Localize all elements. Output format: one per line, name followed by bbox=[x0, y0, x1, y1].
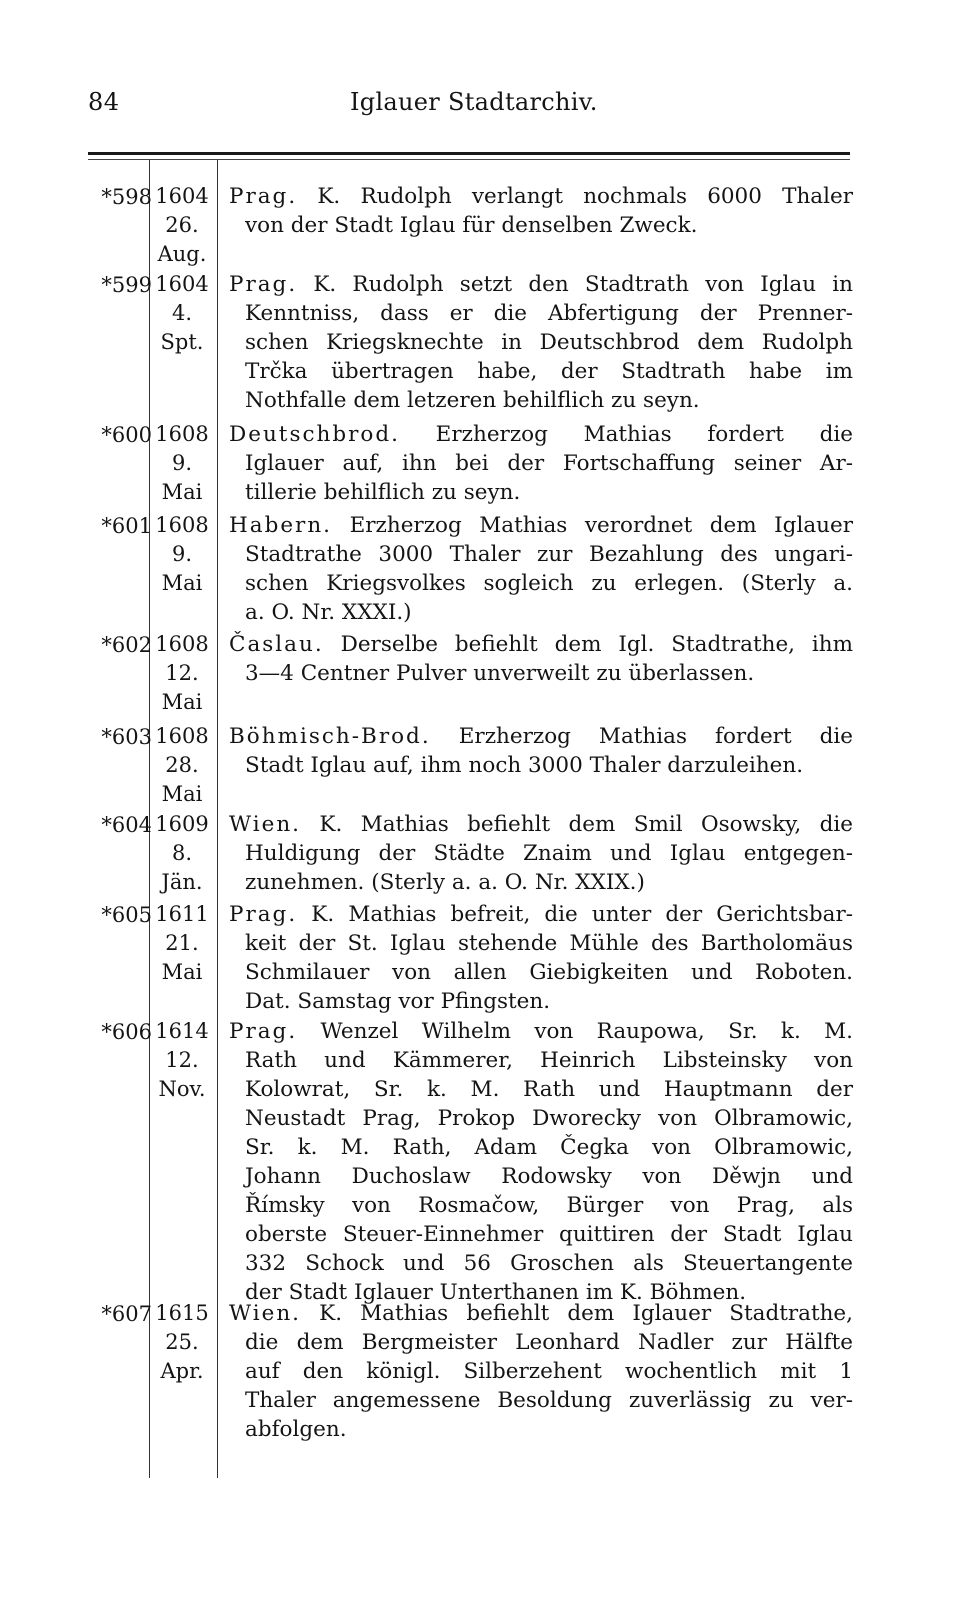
line-text: tillerie behilflich zu seyn. bbox=[245, 480, 521, 505]
text-line bbox=[229, 449, 853, 478]
date-part: Mai bbox=[161, 480, 203, 504]
text-line bbox=[229, 987, 853, 1016]
date-part: 25. bbox=[165, 1330, 199, 1354]
entry-number: *606 bbox=[101, 1020, 152, 1044]
entry-text bbox=[229, 1017, 853, 1307]
line-text: der Stadt Iglauer Unterthanen im K. Böhmen. bbox=[245, 1280, 747, 1305]
entry-number: *598 bbox=[101, 185, 152, 209]
text-line bbox=[229, 511, 853, 540]
date-part: Mai bbox=[161, 782, 203, 806]
entry-number: *603 bbox=[101, 725, 152, 749]
line-text: von der Stadt Iglau für denselben Zweck. bbox=[245, 213, 698, 238]
line-text: schen Kriegsvolkes sogleich zu erlegen. (Sterly a. bbox=[245, 571, 853, 596]
entry-place: Prag. bbox=[229, 1019, 298, 1044]
entry-date bbox=[149, 1017, 215, 1104]
entry-place: Deutschbrod. bbox=[229, 422, 400, 447]
text-line bbox=[229, 598, 853, 627]
date-part: Apr. bbox=[160, 1359, 204, 1383]
entry-date bbox=[149, 630, 215, 717]
line-text: 3—4 Centner Pulver unverweilt zu überlassen. bbox=[245, 661, 755, 686]
date-part: 1604 bbox=[155, 272, 209, 296]
line-text: Derselbe befiehlt dem Igl. Stadtrathe, ihm bbox=[340, 632, 854, 657]
column-divider-date bbox=[217, 160, 218, 1478]
entry-number: *604 bbox=[101, 813, 152, 837]
line-text: Římsky von Rosmačow, Bürger von Prag, als bbox=[245, 1193, 853, 1218]
line-text: Kolowrat, Sr. k. M. Rath und Hauptmann der bbox=[245, 1077, 853, 1102]
text-line bbox=[229, 929, 853, 958]
line-text: auf den königl. Silberzehent wochentlich mit 1 bbox=[245, 1359, 853, 1384]
text-line bbox=[229, 1357, 853, 1386]
entry-text bbox=[229, 511, 853, 627]
text-line bbox=[229, 1133, 853, 1162]
line-text: Stadt Iglau auf, ihm noch 3000 Thaler darzuleihen. bbox=[245, 753, 804, 778]
text-line bbox=[229, 868, 853, 897]
date-part: 1609 bbox=[155, 812, 209, 836]
text-line bbox=[229, 540, 853, 569]
date-part: 1611 bbox=[155, 902, 209, 926]
date-part: Nov. bbox=[158, 1077, 206, 1101]
entry-place: Prag. bbox=[229, 184, 298, 209]
line-text: Iglauer auf, ihn bei der Fortschaffung seiner Ar- bbox=[245, 451, 853, 476]
line-text: 332 Schock und 56 Groschen als Steuertangente bbox=[245, 1251, 853, 1276]
entry-place: Prag. bbox=[229, 272, 298, 297]
entry-place: Böhmisch-Brod. bbox=[229, 724, 431, 749]
text-line bbox=[229, 630, 853, 659]
entry-place: Habern. bbox=[229, 513, 333, 538]
line-text: Dat. Samstag vor Pfingsten. bbox=[245, 989, 551, 1014]
entry-text bbox=[229, 420, 853, 507]
date-part: 28. bbox=[165, 753, 199, 777]
text-line bbox=[229, 1220, 853, 1249]
text-line bbox=[229, 900, 853, 929]
line-text: zunehmen. (Sterly a. a. O. Nr. XXIX.) bbox=[245, 870, 645, 895]
text-line bbox=[229, 1075, 853, 1104]
text-line bbox=[229, 211, 853, 240]
text-line bbox=[229, 1386, 853, 1415]
line-text: a. O. Nr. XXXI.) bbox=[245, 600, 412, 625]
text-line bbox=[229, 659, 853, 688]
date-part: 12. bbox=[165, 661, 199, 685]
line-text: K. Rudolph setzt den Stadtrath von Iglau in bbox=[313, 272, 853, 297]
date-part: Spt. bbox=[160, 330, 204, 354]
entry-date bbox=[149, 420, 215, 507]
line-text: Trčka übertragen habe, der Stadtrath habe im bbox=[245, 359, 853, 384]
text-line bbox=[229, 478, 853, 507]
line-text: K. Rudolph verlangt nochmals 6000 Thaler bbox=[317, 184, 853, 209]
entry-number: *600 bbox=[101, 423, 152, 447]
date-part: Jän. bbox=[161, 870, 203, 894]
entry-date bbox=[149, 722, 215, 809]
text-line bbox=[229, 810, 853, 839]
date-part: 4. bbox=[171, 301, 193, 325]
running-title: Iglauer Stadtarchiv. bbox=[350, 88, 598, 116]
date-part: 26. bbox=[165, 213, 199, 237]
entry-number: *602 bbox=[101, 633, 152, 657]
date-part: 1608 bbox=[155, 724, 209, 748]
line-text: Neustadt Prag, Prokop Dworecky von Olbramowic, bbox=[245, 1106, 853, 1131]
entry-text bbox=[229, 900, 853, 1016]
entry-text bbox=[229, 1299, 853, 1444]
line-text: K. Mathias befiehlt dem Smil Osowsky, die bbox=[319, 812, 853, 837]
date-part: 1608 bbox=[155, 513, 209, 537]
text-line bbox=[229, 328, 853, 357]
date-part: Aug. bbox=[157, 242, 207, 266]
date-part: Mai bbox=[161, 571, 203, 595]
header-rule bbox=[88, 152, 850, 155]
text-line bbox=[229, 299, 853, 328]
header-rule-thin bbox=[88, 159, 850, 160]
text-line bbox=[229, 1249, 853, 1278]
date-part: 1608 bbox=[155, 632, 209, 656]
text-line bbox=[229, 1162, 853, 1191]
line-text: die dem Bergmeister Leonhard Nadler zur Hälfte bbox=[245, 1330, 853, 1355]
text-line bbox=[229, 386, 853, 415]
line-text: Stadtrathe 3000 Thaler zur Bezahlung des ungari- bbox=[245, 542, 853, 567]
date-part: 1615 bbox=[155, 1301, 209, 1325]
text-line bbox=[229, 182, 853, 211]
line-text: abfolgen. bbox=[245, 1417, 347, 1442]
entry-text bbox=[229, 182, 853, 240]
date-part: 12. bbox=[165, 1048, 199, 1072]
text-line bbox=[229, 1017, 853, 1046]
entry-number: *605 bbox=[101, 903, 152, 927]
entry-place: Časlau. bbox=[229, 632, 324, 657]
entry-text bbox=[229, 722, 853, 780]
text-line bbox=[229, 569, 853, 598]
line-text: Erzherzog Mathias fordert die bbox=[458, 724, 853, 749]
date-part: 1604 bbox=[155, 184, 209, 208]
text-line bbox=[229, 420, 853, 449]
text-line bbox=[229, 1299, 853, 1328]
line-text: Rath und Kämmerer, Heinrich Libsteinsky von bbox=[245, 1048, 853, 1073]
date-part: Mai bbox=[161, 690, 203, 714]
entry-date bbox=[149, 182, 215, 269]
line-text: Nothfalle dem letzeren behilflich zu seyn. bbox=[245, 388, 700, 413]
text-line bbox=[229, 270, 853, 299]
date-part: 8. bbox=[171, 841, 193, 865]
text-line bbox=[229, 958, 853, 987]
line-text: Huldigung der Städte Znaim und Iglau entgegen- bbox=[245, 841, 853, 866]
line-text: K. Mathias befreit, die unter der Gerichtsbar- bbox=[311, 902, 853, 927]
entry-text bbox=[229, 630, 853, 688]
entry-date bbox=[149, 1299, 215, 1386]
entry-number: *601 bbox=[101, 514, 152, 538]
text-line bbox=[229, 839, 853, 868]
line-text: Thaler angemessene Besoldung zuverlässig zu ver- bbox=[245, 1388, 853, 1413]
line-text: Schmilauer von allen Giebigkeiten und Roboten. bbox=[245, 960, 853, 985]
line-text: Sr. k. M. Rath, Adam Čegka von Olbramowic, bbox=[245, 1135, 853, 1160]
line-text: keit der St. Iglau stehende Mühle des Bartholomäus bbox=[245, 931, 853, 956]
date-part: 21. bbox=[165, 931, 199, 955]
entry-date bbox=[149, 511, 215, 598]
entry-place: Prag. bbox=[229, 902, 298, 927]
date-part: 1608 bbox=[155, 422, 209, 446]
line-text: oberste Steuer-Einnehmer quittiren der Stadt Iglau bbox=[245, 1222, 853, 1247]
line-text: schen Kriegsknechte in Deutschbrod dem Rudolph bbox=[245, 330, 853, 355]
date-part: Mai bbox=[161, 960, 203, 984]
line-text: Wenzel Wilhelm von Raupowa, Sr. k. M. bbox=[320, 1019, 853, 1044]
entry-date bbox=[149, 900, 215, 987]
entry-number: *607 bbox=[101, 1302, 152, 1326]
line-text: Kenntniss, dass er die Abfertigung der Prenner- bbox=[245, 301, 853, 326]
line-text: Erzherzog Mathias fordert die bbox=[435, 422, 853, 447]
text-line bbox=[229, 1415, 853, 1444]
entry-place: Wien. bbox=[229, 1301, 302, 1326]
text-line bbox=[229, 1191, 853, 1220]
date-part: 9. bbox=[171, 542, 193, 566]
page-number: 84 bbox=[88, 88, 120, 116]
line-text: K. Mathias befiehlt dem Iglauer Stadtrathe, bbox=[319, 1301, 853, 1326]
text-line bbox=[229, 1046, 853, 1075]
text-line bbox=[229, 357, 853, 386]
entry-date bbox=[149, 810, 215, 897]
text-line bbox=[229, 1328, 853, 1357]
text-line bbox=[229, 722, 853, 751]
entry-number: *599 bbox=[101, 273, 152, 297]
text-line bbox=[229, 751, 853, 780]
entry-text bbox=[229, 270, 853, 415]
text-line bbox=[229, 1104, 853, 1133]
entry-place: Wien. bbox=[229, 812, 302, 837]
date-part: 1614 bbox=[155, 1019, 209, 1043]
entry-date bbox=[149, 270, 215, 357]
date-part: 9. bbox=[171, 451, 193, 475]
entry-text bbox=[229, 810, 853, 897]
line-text: Erzherzog Mathias verordnet dem Iglauer bbox=[349, 513, 853, 538]
line-text: Johann Duchoslaw Rodowsky von Děwjn und bbox=[245, 1164, 853, 1189]
